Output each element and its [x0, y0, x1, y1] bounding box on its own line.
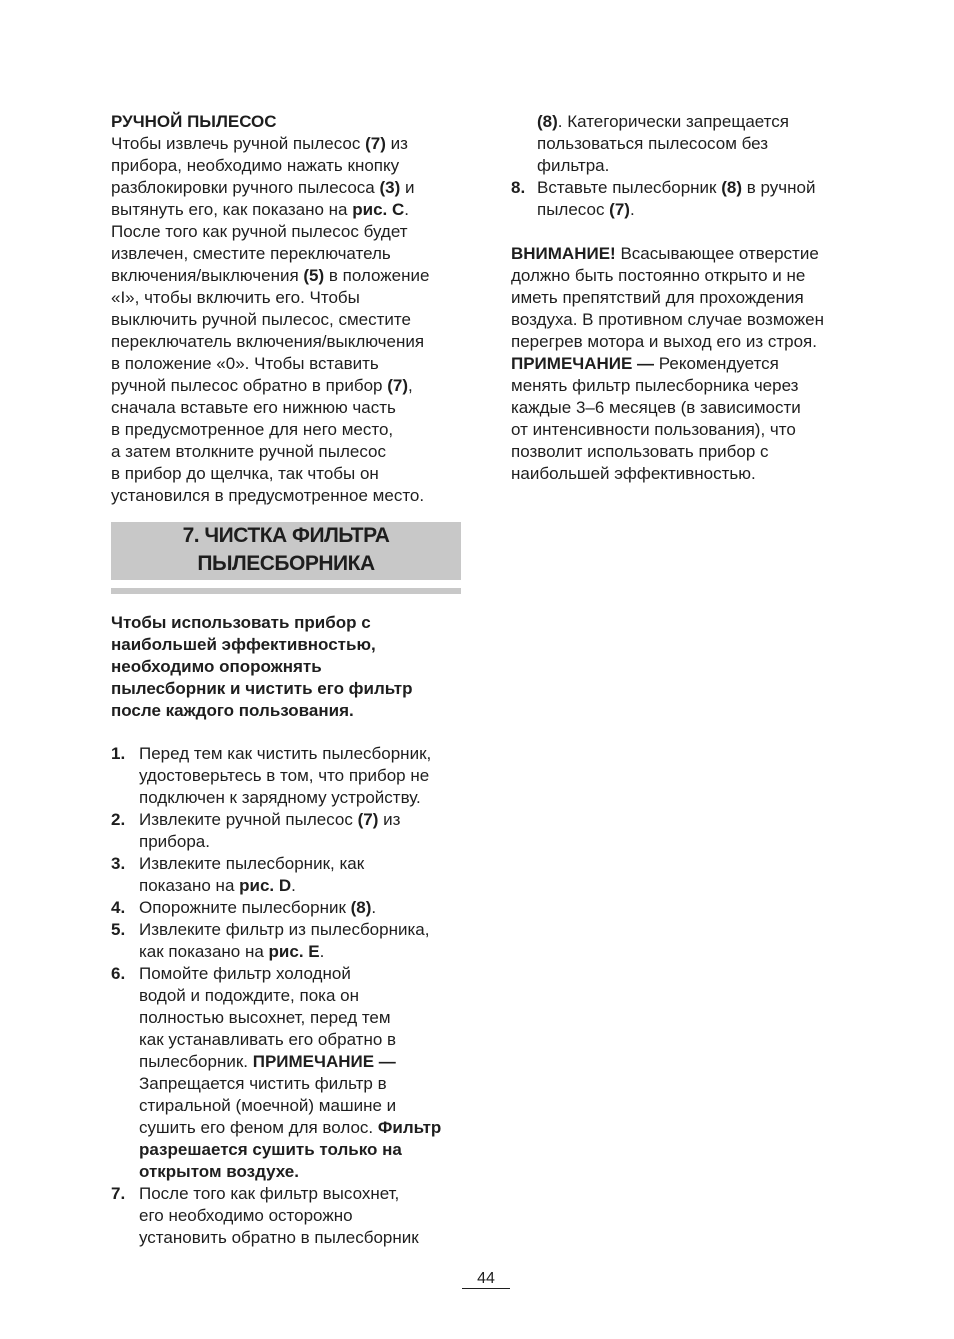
text-line	[139, 1205, 463, 1227]
text-run: водой и подождите, пока он	[139, 986, 359, 1005]
text-run: установился в предусмотренное место.	[111, 486, 425, 505]
text-run: иметь препятствий для прохождения	[511, 288, 804, 307]
text-line	[111, 199, 463, 221]
text-line	[511, 331, 857, 353]
bold-text: (7)	[357, 810, 379, 829]
text-line	[511, 375, 857, 397]
text-run: стиральной (моечной) машине и	[139, 1096, 397, 1115]
text-run: как показано на	[139, 942, 269, 961]
text-run: и	[400, 178, 415, 197]
text-line	[511, 397, 857, 419]
text-line	[139, 985, 463, 1007]
section-banner	[111, 522, 461, 580]
text-run: Извлеките фильтр из пылесборника,	[139, 920, 430, 939]
text-run: Запрещается чистить фильтр в	[139, 1074, 387, 1093]
text-line	[537, 177, 857, 199]
text-run: наибольшей эффективностью.	[511, 464, 756, 483]
step-number: 4.	[111, 898, 126, 917]
step-number: 1.	[111, 744, 126, 763]
cleaning-steps-list	[111, 743, 463, 1249]
text-line	[111, 243, 463, 265]
bold-text: (7)	[365, 134, 386, 153]
text-line	[111, 353, 463, 375]
text-run: включения/выключения	[111, 266, 304, 285]
step-item	[511, 177, 857, 221]
text-run: вытянуть его, как показано на	[111, 200, 353, 219]
text-run: его необходимо осторожно	[139, 1206, 353, 1225]
text-run: перегрев мотора и выход его из строя.	[511, 332, 817, 351]
right-column	[511, 111, 857, 485]
text-run: переключатель включения/выключения	[111, 332, 425, 351]
text-line	[139, 1029, 463, 1051]
bold-text: (8)	[721, 178, 742, 197]
text-run: показано на	[139, 876, 240, 895]
text-line	[139, 831, 463, 853]
text-run: «I», чтобы включить его. Чтобы	[111, 288, 360, 307]
text-run: каждые 3–6 месяцев (в зависимости	[511, 398, 801, 417]
intro-line: после каждого пользования.	[111, 701, 354, 720]
text-line	[139, 919, 463, 941]
intro-line: наибольшей эффективностью,	[111, 635, 376, 654]
text-line	[139, 1007, 463, 1029]
section-intro	[111, 612, 463, 722]
text-line	[139, 809, 463, 831]
text-line	[111, 375, 463, 397]
text-line	[139, 1095, 463, 1117]
step-text	[139, 853, 463, 897]
text-run: .	[404, 200, 409, 219]
text-line	[511, 353, 857, 375]
text-run: Чтобы извлечь ручной пылесос	[111, 134, 366, 153]
text-line	[139, 1183, 463, 1205]
text-run: сначала вставьте его нижнюю часть	[111, 398, 396, 417]
text-run: должно быть постоянно открыто и не	[511, 266, 806, 285]
text-run: выключить ручной пылесос, сместите	[111, 310, 411, 329]
step-item	[111, 963, 463, 1183]
bold-text: рис. D	[239, 876, 292, 895]
text-line	[139, 1227, 463, 1249]
page-number-underline	[462, 1288, 510, 1289]
text-line	[111, 463, 463, 485]
text-run: разблокировки ручного пылесоса	[111, 178, 380, 197]
step-text	[139, 809, 463, 853]
text-line	[139, 853, 463, 875]
step-item	[111, 809, 463, 853]
intro-line: пылесборник и чистить его фильтр	[111, 679, 413, 698]
text-run: После того как ручной пылесос будет	[111, 222, 408, 241]
text-run: прибора.	[139, 832, 210, 851]
text-run: .	[629, 200, 635, 219]
text-run: пользоваться пылесосом без	[537, 134, 769, 153]
bold-text: рис. E	[268, 942, 320, 961]
text-line	[511, 419, 857, 441]
step-text	[139, 963, 463, 1183]
text-run: как устанавливать его обратно в	[139, 1030, 397, 1049]
step-text	[139, 919, 463, 963]
text-run: от интенсивности пользования), что	[511, 420, 796, 439]
bold-text: Фильтр	[377, 1118, 442, 1137]
text-run: в ручной	[742, 178, 816, 197]
text-line	[111, 221, 463, 243]
text-run: пылесборник.	[139, 1052, 253, 1071]
section-title-line-2: ПЫЛЕСБОРНИКА	[197, 552, 375, 575]
warning-note-paragraph	[511, 243, 857, 485]
text-line	[111, 287, 463, 309]
text-line	[139, 1073, 463, 1095]
text-run: Извлеките пылесборник, как	[139, 854, 365, 873]
text-run: в предусмотренное для него место,	[111, 420, 394, 439]
spacer	[511, 221, 857, 243]
text-line	[511, 441, 857, 463]
text-run: из	[378, 810, 401, 829]
text-run: Помойте фильтр холодной	[139, 964, 351, 983]
text-run: фильтра.	[537, 156, 610, 175]
intro-line: Чтобы использовать прибор с	[111, 613, 371, 632]
handheld-vacuum-paragraph	[111, 133, 463, 507]
bold-text: (7)	[387, 376, 408, 395]
step-number: 2.	[111, 810, 126, 829]
text-run: прибора, необходимо нажать кнопку	[111, 156, 400, 175]
step-text	[139, 743, 463, 809]
text-line	[139, 1139, 463, 1161]
text-line	[537, 199, 857, 221]
text-run: менять фильтр пылесборника через	[511, 376, 799, 395]
step-number: 3.	[111, 854, 126, 873]
section-title-line-1: 7. ЧИСТКА ФИЛЬТРА	[182, 524, 390, 547]
text-run: .	[291, 876, 296, 895]
bold-text: ПРИМЕЧАНИЕ —	[252, 1052, 396, 1071]
text-run: .	[319, 942, 325, 961]
text-line	[111, 419, 463, 441]
text-line	[139, 743, 463, 765]
step-text	[537, 177, 857, 221]
text-run: Перед тем как чистить пылесборник,	[139, 744, 432, 763]
text-line	[139, 765, 463, 787]
bold-text: рис. C	[352, 200, 405, 219]
text-line	[139, 941, 463, 963]
text-run: сушить его феном для волос.	[139, 1118, 378, 1137]
text-run: подключен к зарядному устройству.	[139, 788, 421, 807]
text-run: После того как фильтр высохнет,	[139, 1184, 400, 1203]
step-text	[139, 1183, 463, 1249]
text-line	[511, 463, 857, 485]
step-item	[111, 919, 463, 963]
text-run: в положение	[324, 266, 430, 285]
text-run: Вставьте пылесборник	[537, 178, 722, 197]
step-number: 7.	[111, 1184, 126, 1203]
text-run: установить обратно в пылесборник	[139, 1228, 419, 1247]
text-line	[111, 177, 463, 199]
text-run: . Категорически запрещается	[557, 112, 789, 131]
text-line	[537, 133, 857, 155]
step-7-continuation	[511, 111, 857, 177]
step-number: 8.	[511, 178, 526, 197]
text-line	[111, 265, 463, 287]
text-run: Извлеките ручной пылесос	[139, 810, 358, 829]
text-run: позволит использовать прибор с	[511, 442, 769, 461]
text-line	[511, 287, 857, 309]
text-run: воздуха. В противном случае возможен	[511, 310, 824, 329]
text-run: .	[371, 898, 377, 917]
intro-line: необходимо опорожнять	[111, 657, 322, 676]
text-run: в прибор до щелчка, так чтобы он	[111, 464, 379, 483]
text-line	[139, 1161, 463, 1183]
step-item	[111, 897, 463, 919]
text-line	[139, 1051, 463, 1073]
text-line	[111, 155, 463, 177]
text-run: ручной пылесос обратно в прибор	[111, 376, 388, 395]
bold-text: (5)	[303, 266, 325, 285]
text-run: пылесос	[537, 200, 610, 219]
text-run: из	[385, 134, 408, 153]
bold-text: разрешается сушить только на	[139, 1140, 402, 1159]
text-line	[111, 397, 463, 419]
text-line	[511, 309, 857, 331]
text-run: в положение «0». Чтобы вставить	[111, 354, 379, 373]
bold-text: ВНИМАНИЕ!	[511, 244, 616, 263]
text-run: Опорожните пылесборник	[139, 898, 351, 917]
text-run: извлечен, сместите переключатель	[111, 244, 391, 263]
bold-text: (8)	[537, 112, 558, 131]
page-number: 44	[477, 1270, 495, 1287]
text-line	[139, 897, 463, 919]
text-run: ,	[408, 376, 413, 395]
text-run: полностью высохнет, перед тем	[139, 1008, 391, 1027]
text-run: а затем втолкните ручной пылесос	[111, 442, 386, 461]
text-line	[537, 155, 857, 177]
step-item	[111, 1183, 463, 1249]
step-text	[139, 897, 463, 919]
bold-text: открытом воздухе.	[139, 1162, 299, 1181]
text-line	[511, 243, 857, 265]
step-item	[111, 853, 463, 897]
text-run: удостоверьтесь в том, что прибор не	[139, 766, 430, 785]
text-line	[139, 875, 463, 897]
step-number: 6.	[111, 964, 126, 983]
section-heading-handheld-vacuum: РУЧНОЙ ПЫЛЕСОС	[111, 112, 277, 131]
text-line	[511, 265, 857, 287]
step-item	[111, 743, 463, 809]
text-line	[111, 133, 463, 155]
banner-divider	[111, 588, 461, 594]
bold-text: (3)	[379, 178, 401, 197]
text-line	[537, 111, 857, 133]
text-line	[111, 309, 463, 331]
text-line	[139, 1117, 463, 1139]
text-line	[111, 441, 463, 463]
left-column	[111, 111, 463, 507]
bold-text: (7)	[609, 200, 630, 219]
bold-text: (8)	[350, 898, 372, 917]
text-line	[111, 485, 463, 507]
text-run: Всасывающее отверстие	[615, 244, 819, 263]
step-number: 5.	[111, 920, 126, 939]
text-line	[139, 963, 463, 985]
text-line	[139, 787, 463, 809]
text-line	[111, 331, 463, 353]
text-run: Рекомендуется	[654, 354, 779, 373]
bold-text: ПРИМЕЧАНИЕ —	[511, 354, 655, 373]
